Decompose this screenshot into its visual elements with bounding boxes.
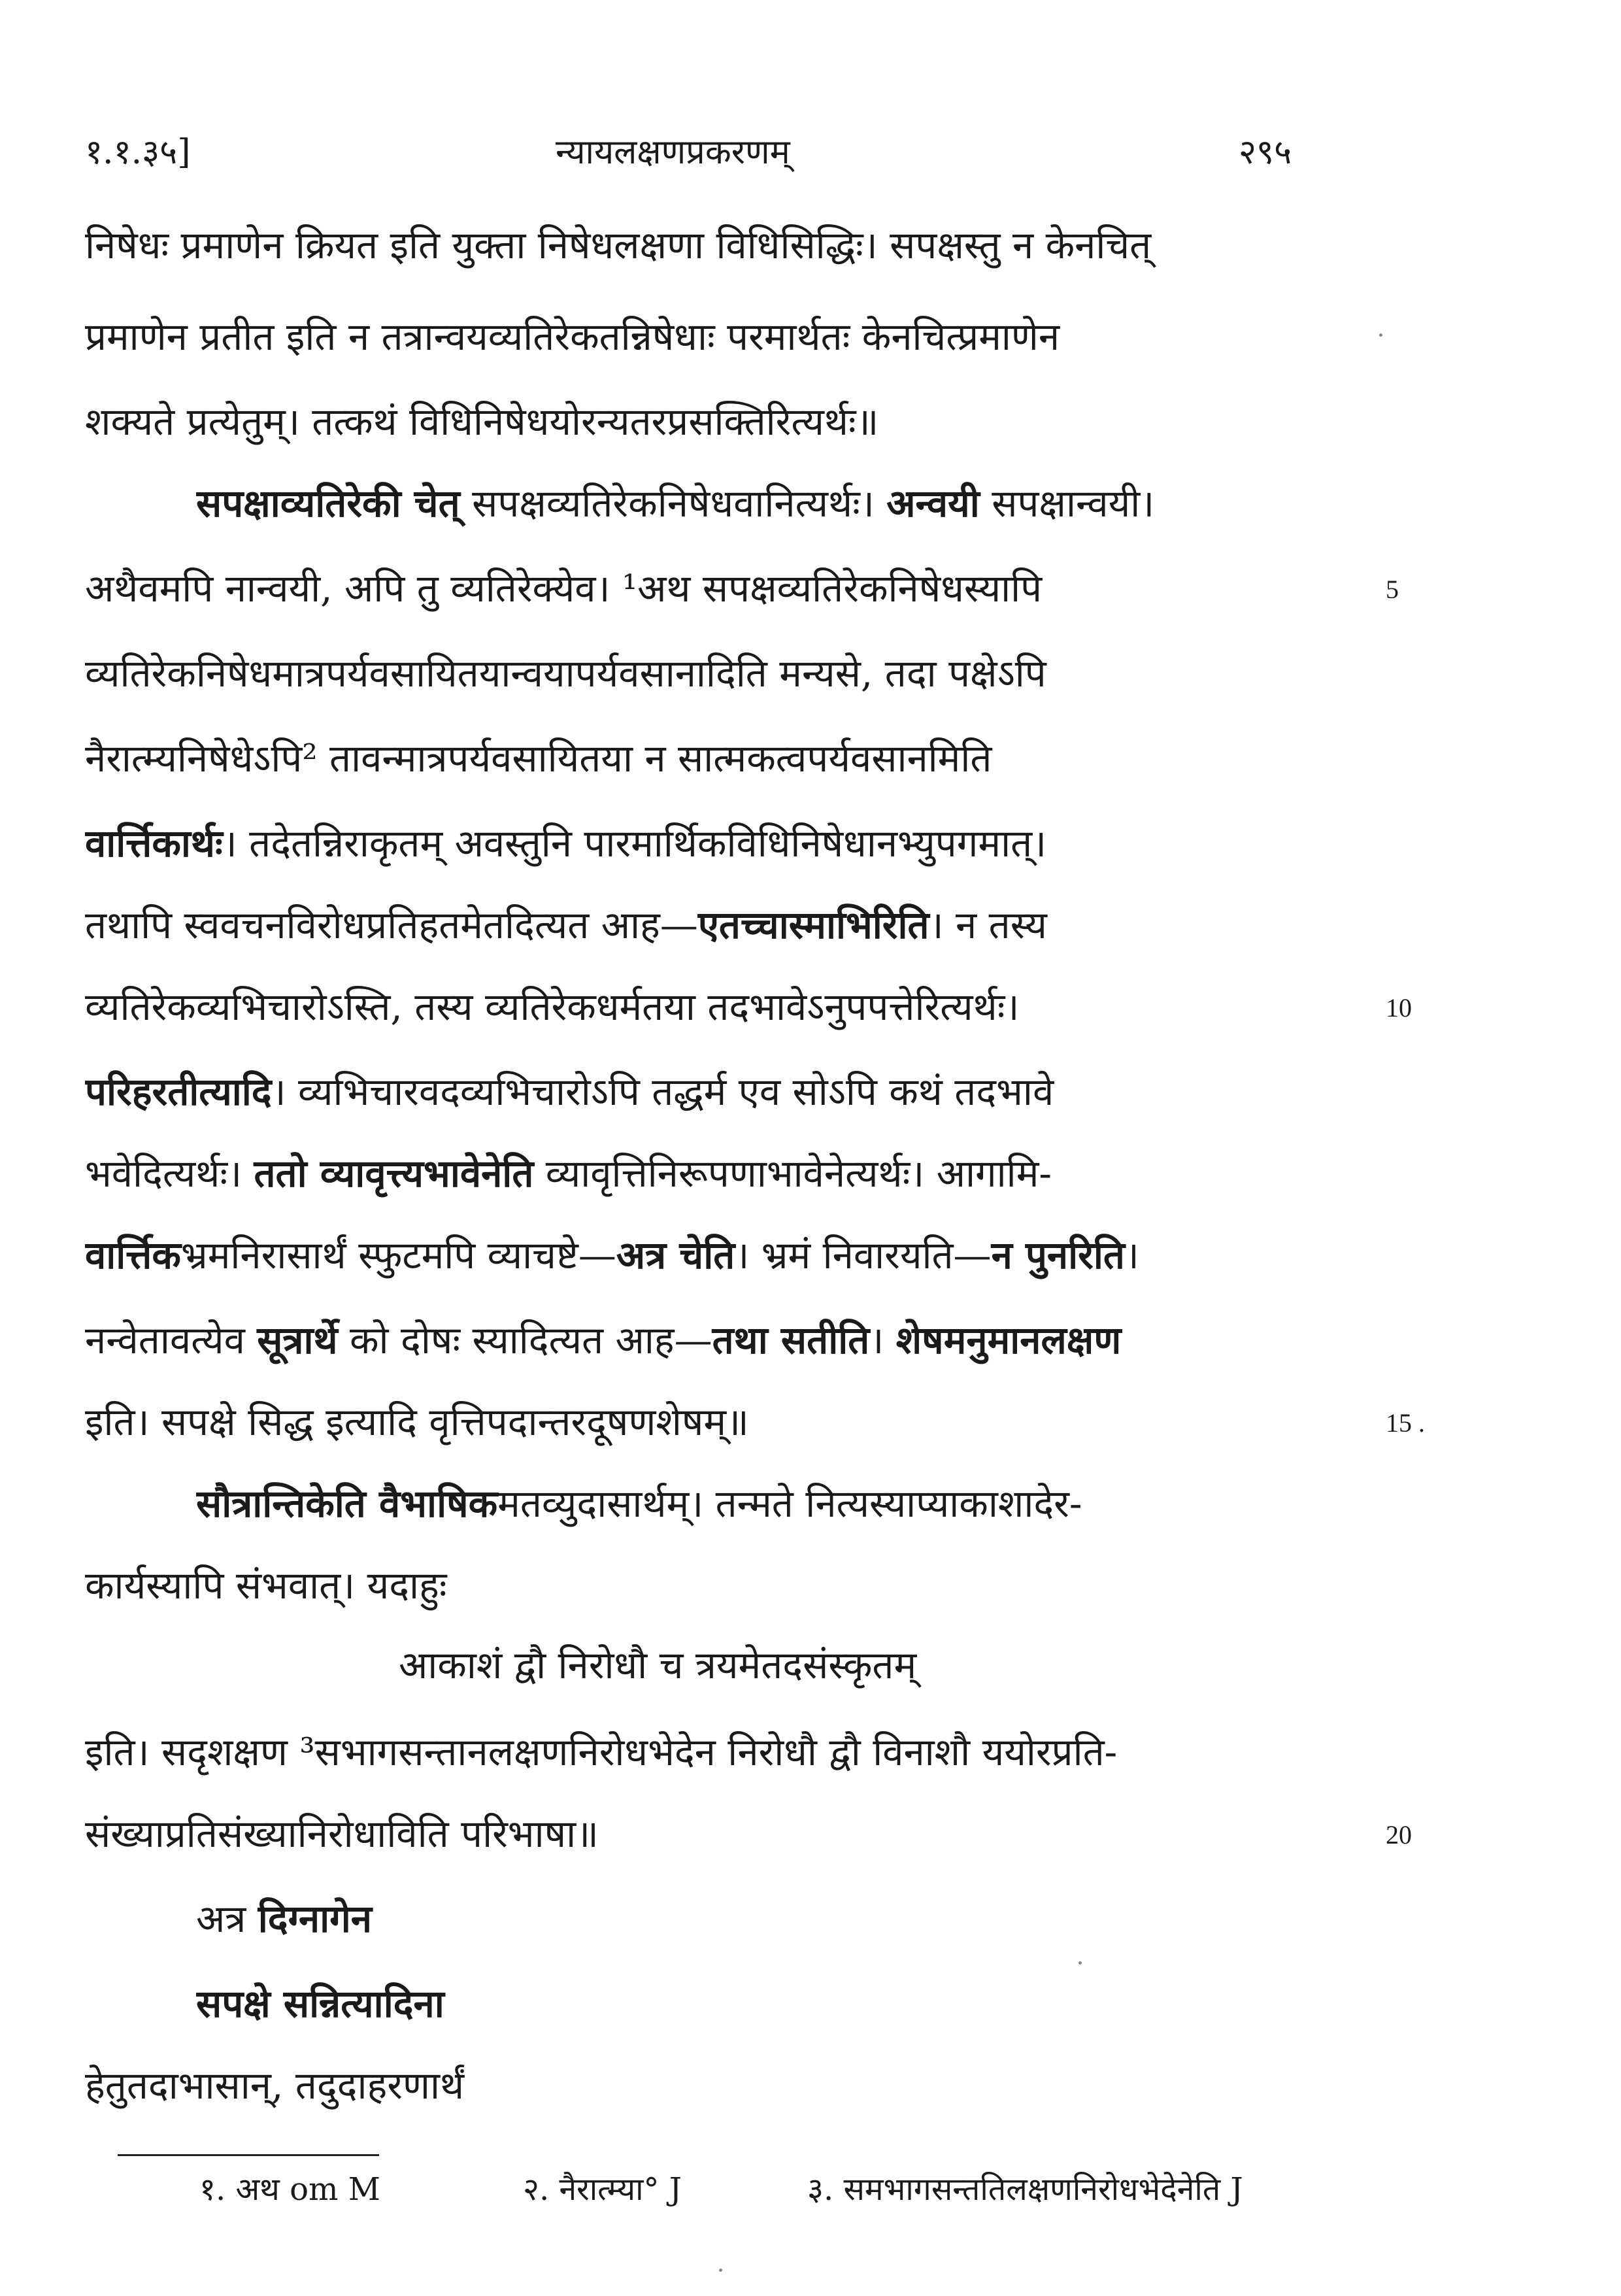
text-run: कार्यस्यापि संभवात्। यदाहुः — [85, 1563, 447, 1608]
footnote-2: २. नैरात्म्या° J — [523, 2171, 682, 2208]
lemma-bold: वार्त्तिकार्थः — [85, 821, 223, 866]
lemma-bold: सौत्रान्तिकेति वैभाषिक — [196, 1481, 498, 1526]
text-line — [85, 817, 1327, 869]
text-run: इति। सपक्षे सिद्ध इत्यादि वृत्तिपदान्तरदूषणशेषम्॥ — [85, 1400, 749, 1444]
text-line — [85, 2059, 1327, 2112]
line-number: 15 . — [1386, 1408, 1425, 1438]
footnote-3: ३. समभागसन्ततिलक्षणनिरोधभेदेनेति J — [807, 2171, 1243, 2208]
text-line — [85, 647, 1327, 700]
text-line — [85, 219, 1327, 271]
lemma-bold: वार्त्तिक — [85, 1233, 181, 1277]
text-line — [85, 1314, 1327, 1366]
lemma-bold: शेषमनुमानलक्षण — [895, 1318, 1122, 1362]
text-run: नन्वेतावत्येव — [85, 1318, 258, 1362]
text-run: हेतुतदाभासान्, तदुदाहरणार्थं — [85, 2063, 465, 2108]
text-run: । न तस्य — [929, 903, 1047, 947]
lemma-bold: अत्र चेति — [616, 1233, 735, 1277]
text-line — [85, 1147, 1327, 1200]
line-number: 10 — [1386, 993, 1412, 1022]
text-run: भ्रमनिरासार्थं स्फुटमपि व्याचष्टे— — [180, 1233, 616, 1277]
text-line — [196, 1978, 1438, 2030]
text-line — [85, 396, 1327, 448]
text-line — [85, 311, 1327, 363]
text-run: प्रमाणेन प्रतीत इति न तत्रान्वयव्यतिरेकतन्निषेधाः परमार्थतः केनचित्प्रमाणेन — [85, 314, 1060, 359]
text-run: । — [869, 1318, 896, 1362]
lemma-bold: सपक्षाव्यतिरेकी चेत् — [196, 481, 460, 526]
lemma-bold: दिग्नागेन — [258, 1897, 372, 1941]
text-run: संख्याप्रतिसंख्यानिरोधाविति परिभाषा॥ — [85, 1812, 599, 1856]
text-run: अत्र — [196, 1897, 258, 1941]
lemma-bold: सपक्षे सन्नित्यादिना — [196, 1982, 444, 2026]
text-line — [196, 1893, 1438, 1945]
lemma-bold: एतच्चास्माभिरिति — [697, 903, 929, 947]
text-run: तथापि स्ववचनविरोधप्रतिहतमेतदित्यत आह— — [85, 903, 698, 947]
lemma-bold: सूत्रार्थे — [257, 1318, 338, 1362]
running-head-title: न्यायलक्षणप्रकरणम् — [556, 133, 790, 172]
scan-speck — [1379, 333, 1382, 337]
text-run: को दोषः स्यादित्यत आह— — [337, 1318, 712, 1362]
footnote-rule — [118, 2154, 379, 2156]
text-run: । व्यभिचारवदव्यभिचारोऽपि तद्धर्म एव सोऽपि कथं तदभावे — [271, 1070, 1054, 1114]
text-line — [85, 732, 1327, 785]
text-run: नैरात्म्यनिषेधेऽपि² तावन्मात्रपर्यवसायितया न सात्मकत्वपर्यवसानमिति — [85, 736, 992, 781]
lemma-bold: परिहरतीत्यादि — [85, 1070, 272, 1114]
text-run: आकाशं द्वौ निरोधौ च त्रयमेतदसंस्कृतम् — [399, 1643, 917, 1687]
text-run: व्यतिरेकव्यभिचारोऽस्ति, तस्य व्यतिरेकधर्मतया तदभावेऽनुपपत्तेरित्यर्थः। — [85, 985, 1020, 1029]
text-run: । तदेतन्निराकृतम् अवस्तुनि पारमार्थिकविधिनिषेधानभ्युपगमात्। — [222, 821, 1047, 866]
verse-line — [399, 1638, 916, 1689]
text-run: । भ्रमं निवारयति— — [735, 1233, 992, 1277]
text-line — [85, 1396, 1327, 1448]
text-run: निषेधः प्रमाणेन क्रियत इति युक्ता निषेधलक्षणा विधिसिद्धिः। सपक्षस्तु न केनचित् — [85, 223, 1152, 267]
text-line — [85, 1808, 1327, 1860]
text-run: भवेदित्यर्थः। — [85, 1151, 254, 1196]
line-number: 20 — [1386, 1820, 1412, 1849]
text-line — [85, 1559, 1327, 1612]
text-run: मतव्युदासार्थम्। तन्मते नित्यस्याप्याकाशादेर- — [497, 1481, 1082, 1526]
text-run: अथैवमपि नान्वयी, अपि तु व्यतिरेक्येव। ¹अथ सपक्षव्यतिरेकनिषेधस्यापि — [85, 566, 1043, 611]
text-line — [85, 562, 1327, 615]
text-line — [85, 981, 1327, 1033]
text-run: इति। सदृशक्षण ³सभागसन्तानलक्षणनिरोधभेदेन निरोधौ द्वौ विनाशौ ययोरप्रति- — [85, 1730, 1118, 1774]
text-run: व्यावृत्तिनिरूपणाभावेनेत्यर्थः। आगामि- — [533, 1151, 1052, 1196]
text-run: शक्यते प्रत्येतुम्। तत्कथं विधिनिषेधयोरन्यतरप्रसक्तिरित्यर्थः॥ — [85, 399, 879, 444]
lemma-bold: अन्वयी — [886, 481, 980, 526]
lemma-bold: ततो व्यावृत्त्यभावेनेति — [254, 1151, 534, 1196]
text-run: । — [1124, 1233, 1139, 1277]
text-line — [85, 1726, 1327, 1778]
text-line — [196, 477, 1438, 530]
text-run: सपक्षान्वयी। — [979, 481, 1155, 526]
page-number: २९५ — [1239, 133, 1292, 172]
lemma-bold: न पुनरिति — [991, 1233, 1125, 1277]
text-line — [85, 899, 1327, 951]
text-run: सपक्षव्यतिरेकनिषेधवानित्यर्थः। — [460, 481, 887, 526]
running-head-reference: १.१.३५] — [85, 133, 191, 172]
text-line — [85, 1229, 1327, 1281]
footnote-1: १. अथ om M — [199, 2171, 380, 2208]
scan-speck — [719, 2269, 722, 2272]
text-line — [85, 1066, 1327, 1118]
scan-speck — [1078, 1961, 1082, 1965]
lemma-bold: तथा सतीति — [712, 1318, 870, 1362]
line-number: 5 — [1386, 575, 1399, 604]
text-run: व्यतिरेकनिषेधमात्रपर्यवसायितयान्वयापर्यवसानादिति मन्यसे, तदा पक्षेऽपि — [85, 651, 1046, 696]
text-line — [196, 1477, 1438, 1530]
